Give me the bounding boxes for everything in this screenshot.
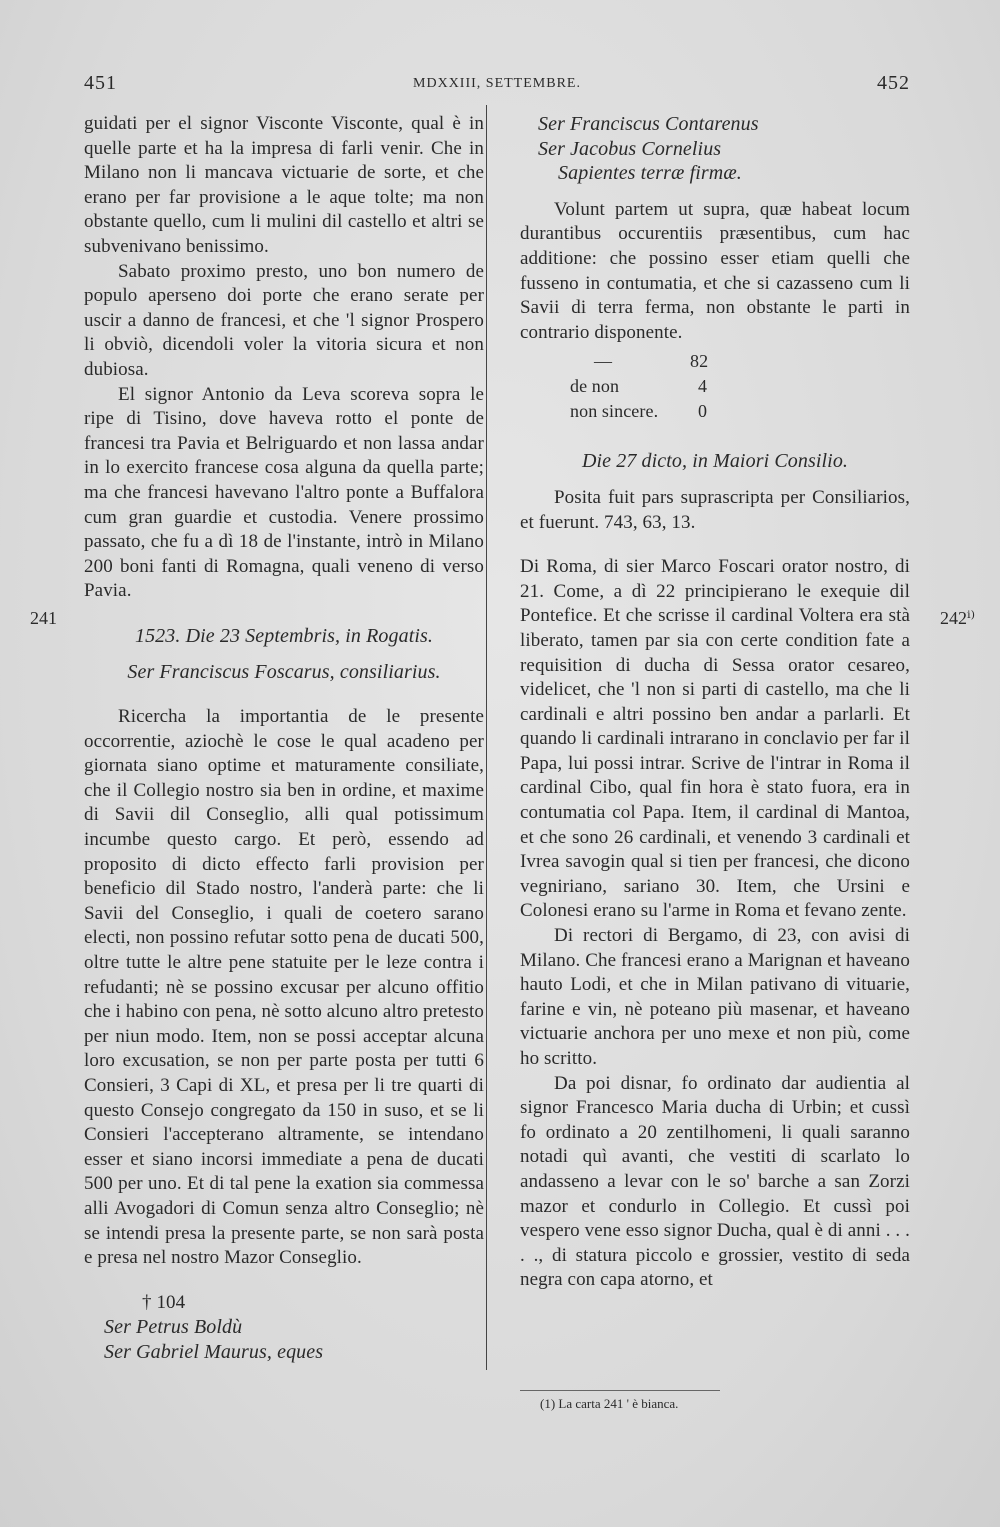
paragraph: guidati per el signor Visconte Visconte, qual è in quelle parte et ha la impresa di farli venir. Che in Milano non li mancava victuarie de sorte, et che erano per far provisione a le aque tolte; ma non obstante quello, cum li mulini dil castello et altri se subvenivano benissimo. bbox=[84, 113, 484, 257]
left-column bbox=[84, 112, 484, 1365]
vote-dash: — bbox=[594, 351, 613, 372]
vote-yes: 82 bbox=[690, 351, 709, 372]
paragraph: Sabato proximo presto, uno bon numero de populo aperseno doi porte che erano serate per uscir a danno de francesi, et che 'l signor Prospero li obviò, dicendoli voler la vitoria sicura et non dubiosa. bbox=[84, 260, 484, 380]
paragraph: Di Roma, di sier Marco Foscari orator nostro, di 21. Come, a dì 22 principierano le exequie dil Pontefice. Et che scrisse il cardinal Voltera era stà liberato, tamen par sia con certe condition fate a requisition di ducha di Sessa orator cesareo, videlicet, che 'l non si parti di castello, ma che li cardinali e altri possino ben andar a parlarli. Et quando li cardinali intrarano in conclavio per far il Papa, lui possi intrar. Scrive de l'intrar in Roma il cardinal Cibo, qual fin hora è stato fuora, era in contumatia col Papa. Item, il cardinal di Mantoa, et che sono 26 cardinali, et venendo 3 cardinali et Ivrea savogin qual si tien per francesi, che dicono vegniriano, sariano 30. Item, che Ursini e Colonesi erano su l'arme in Roma et fevano zente. bbox=[520, 556, 910, 922]
paragraph: Ricercha la importantia de le presente occorrentie, aziochè le cose le qual acadeno per giornata siano optime et maturamente consiliate, che il Collegio nostro sia ben in ordine, et maxime di Savii dil Conseglio, alli qual potissimum incumbe questo cargo. Et però, essendo ad proposito di dicto effecto farli provision per beneficio dil Stado nostro, l'anderà parte: che li Savii del Conseglio, i quali de coetero sarano electi, non possino refutar sotto pena de ducati 500, oltre tutte le altre pene statuite per le leze contra i refudanti; nè se possino excusar per alcuno offitio che i habino con pena, nè sotto alcuno altro pretesto per niun modo. Item, non se possi acceptar alcuna loro excusation, se non per parte posta per tutti 6 Consieri, 3 Capi di XL, et presa per li tre quarti di questo Consejo congregato da 150 in suso, et se li Consieri l'accepterano altramente, se intendano esser et siano incorsi immediate a pena de ducati 500 per uno. Et di tal pene la exation sia commessa alli Avogadori di Comun senza altro Conseglio; nè se intendi presa la presente parte, se non sarà posta e presa nel nostro Mazor Conseglio. bbox=[84, 706, 484, 1269]
signatory: Sapientes terræ firmæ. bbox=[558, 162, 742, 185]
running-title: MDXXIII, SETTEMBRE. bbox=[413, 76, 581, 91]
vote-ns-label: non sincere. bbox=[570, 401, 659, 422]
vote-ns: 0 bbox=[698, 401, 708, 422]
signatory: Ser Petrus Boldù bbox=[104, 1316, 243, 1339]
page-number-right: 452 bbox=[877, 72, 910, 94]
signatory: Ser Gabriel Maurus, eques bbox=[104, 1340, 324, 1363]
paragraph: Posita fuit pars suprascripta per Consiliarios, et fuerunt. 743, 63, 13. bbox=[520, 486, 910, 533]
section-heading: Die 27 dicto, in Maiori Consilio. bbox=[581, 450, 849, 473]
signatory: Ser Franciscus Contarenus bbox=[538, 113, 759, 135]
footnote: (1) La carta 241 ' è bianca. bbox=[540, 1396, 679, 1411]
page-number-left: 451 bbox=[84, 72, 117, 94]
paragraph: Da poi disnar, fo ordinato dar audientia al signor Francesco Maria ducha di Urbin; et cussì fo ordinato a 20 zentilhomeni, li quali saranno notadi quì avanti, che vestiti di scarlato lo andasseno a levar con le so' barche a san Zorzi mazor et condurlo in Collegio. Et cussì poi vespero vene esso signor Ducha, qual è di anni . . . . ., di statura piccolo e grossier, vestito di seda negra con capa atorno, et bbox=[520, 1072, 910, 1291]
paragraph: El signor Antonio da Leva scoreva sopra le ripe di Tisino, dove haveva rotto el ponte de francesi tra Pavia et Belriguardo et non lassa andar in lo exercito francese cosa alguna da quella parte; ma che francesi havevano l'altro ponte a Buffalora cum gran guardie et custodia. Venere prossimo passato, che fu a dì 18 de l'instante, intrò in Milano 200 boni fanti di Romagna, quali veneno di verso Pavia. bbox=[84, 383, 484, 602]
margin-note-right: 242ⁱ⁾ bbox=[940, 608, 976, 628]
column-divider bbox=[486, 105, 487, 1370]
vote-count: † 104 bbox=[142, 1291, 186, 1313]
signatory: Ser Jacobus Cornelius bbox=[538, 137, 722, 160]
vote-no-label: de non bbox=[570, 376, 620, 397]
margin-note-left: 241 bbox=[30, 608, 57, 628]
footnote-rule bbox=[520, 1390, 720, 1391]
vote-table bbox=[520, 345, 910, 449]
section-subheading: Ser Franciscus Foscarus, consiliarius. bbox=[127, 661, 441, 684]
right-column bbox=[520, 112, 910, 1293]
section-heading: 1523. Die 23 Septembris, in Rogatis. bbox=[134, 624, 434, 647]
paragraph: Di rectori di Bergamo, di 23, con avisi di Milano. Che francesi erano a Marignan et haveano hauto Lodi, et che in Milan pativano di vituarie, farine e vin, nè poteano più masenar, et haveano victuarie anchora per uno mexe et non più, come ho scritto. bbox=[520, 925, 910, 1069]
paragraph: Volunt partem ut supra, quæ habeat locum durantibus occurentiis præsentibus, cum hac additione: che possino esser etiam quelli che fusseno in contumatia, et che si cazasseno cum li Savii di terra ferma, non obstante le parti in contrario disponente. bbox=[520, 198, 910, 343]
running-header bbox=[84, 72, 910, 102]
vote-no: 4 bbox=[698, 376, 708, 397]
